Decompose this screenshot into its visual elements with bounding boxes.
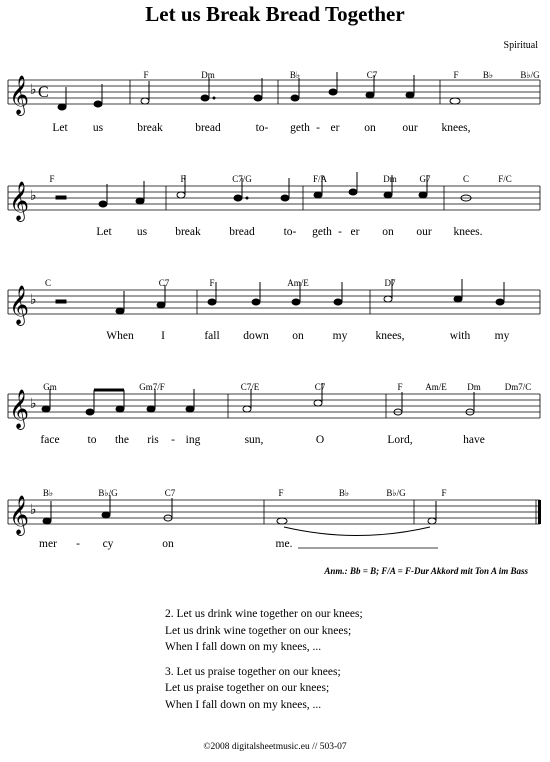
lyric: knees. <box>453 226 483 238</box>
music-system-3 <box>0 272 550 372</box>
chord: F <box>49 174 55 184</box>
chord: B♭ <box>482 70 494 80</box>
chord: B♭/G <box>520 70 540 80</box>
chord: F <box>278 488 284 498</box>
chord: Gm <box>43 382 57 392</box>
lyric: - <box>171 434 175 446</box>
chord: B♭/G <box>386 488 406 498</box>
staff-5 <box>0 482 550 562</box>
lyric: to <box>87 434 97 446</box>
annotation-label: Anm.: <box>324 566 348 576</box>
chord: Dm7/C <box>504 382 532 392</box>
lyric: my <box>494 330 510 342</box>
chord: F <box>209 278 215 288</box>
lyric: break <box>175 226 201 238</box>
lyric: break <box>137 122 163 134</box>
key-flat: ♭ <box>30 83 37 98</box>
lyric: knees, <box>441 122 471 134</box>
lyric: mer <box>39 538 57 550</box>
chord: F <box>453 70 459 80</box>
verse-line: When I fall down on my knees, ... <box>165 698 322 711</box>
verse-line: When I fall down on my knees, ... <box>165 641 322 653</box>
key-flat: ♭ <box>30 503 37 518</box>
staff-1 <box>0 62 550 122</box>
lyric: fall <box>204 330 220 342</box>
chord: C <box>44 278 52 288</box>
lyric: us <box>92 122 104 134</box>
lyric: to- <box>283 226 297 238</box>
chord: Dm <box>467 382 481 392</box>
annotation-text: Bb = B; F/A = F-Dur Akkord mit Ton A im Bass <box>347 566 528 576</box>
treble-clef: 𝄞 <box>9 287 30 324</box>
chord: B♭ <box>338 488 350 498</box>
lyric: with <box>449 330 471 342</box>
treble-clef: 𝄞 <box>9 183 30 220</box>
chord: Gm7/F <box>139 382 165 392</box>
lyric: geth <box>312 226 332 238</box>
lyric: have <box>463 434 485 446</box>
staff-3 <box>0 272 550 332</box>
chord: G7 <box>419 174 431 184</box>
time-signature: C <box>38 84 49 101</box>
treble-clef: 𝄞 <box>9 77 30 114</box>
additional-verses <box>165 606 363 721</box>
chord: F <box>441 488 447 498</box>
treble-clef: 𝄞 <box>9 391 30 428</box>
chord: B♭ <box>42 488 54 498</box>
chord: Am/E <box>287 278 309 288</box>
lyric: down <box>243 330 269 342</box>
chord: Dm <box>201 70 215 80</box>
chord: C <box>462 174 470 184</box>
lyric: on <box>292 330 304 342</box>
verse-line: Let us drink wine together on our knees; <box>165 624 352 637</box>
lyric: geth <box>290 122 310 134</box>
verse-2 <box>165 606 363 656</box>
copyright-footer: ©2008 digitalsheetmusic.eu // 503-07 <box>203 742 347 752</box>
lyric: ris <box>147 434 159 446</box>
verse-line: Let us praise together on our knees; <box>165 682 330 694</box>
chord-annotation <box>324 566 528 576</box>
chord: F <box>397 382 403 392</box>
lyric: face <box>40 434 60 446</box>
lyric: knees, <box>375 330 405 342</box>
chord: F/A <box>312 174 328 184</box>
key-flat: ♭ <box>30 189 37 204</box>
lyric: er <box>350 226 360 238</box>
chord: D7 <box>384 278 396 288</box>
lyric: my <box>332 330 348 342</box>
lyric: to- <box>255 122 269 134</box>
lyric: us <box>136 226 148 238</box>
music-system-1 <box>0 62 550 162</box>
lyric: our <box>402 122 418 134</box>
lyric: bread <box>229 226 255 238</box>
key-flat: ♭ <box>30 293 37 308</box>
lyric: - <box>316 122 320 134</box>
lyric: on <box>382 226 394 238</box>
chord: F <box>180 174 186 184</box>
verse-line: 2. Let us drink wine together on our knees; <box>165 608 363 620</box>
lyric: Lord, <box>387 434 413 446</box>
chord: Am/E <box>425 382 447 392</box>
chord: B♭/G <box>98 488 118 498</box>
composer-credit: Spiritual <box>503 40 538 51</box>
lyric: ing <box>185 434 201 446</box>
lyric: O <box>315 434 325 446</box>
lyric: on <box>162 538 174 550</box>
song-title: Let us Break Bread Together <box>145 2 405 26</box>
music-system-2 <box>0 168 550 268</box>
treble-clef: 𝄞 <box>9 497 30 534</box>
lyric: me. <box>275 538 293 550</box>
chord: C7 <box>158 278 170 288</box>
music-system-4 <box>0 376 550 476</box>
final-barline <box>538 500 541 524</box>
lyric: er <box>330 122 340 134</box>
chord: F <box>143 70 149 80</box>
chord: C7/E <box>240 382 260 392</box>
verse-3 <box>165 664 363 714</box>
lyric: I <box>161 330 165 342</box>
lyric: - <box>76 538 80 550</box>
lyric: cy <box>102 538 114 550</box>
lyric: sun, <box>244 434 264 446</box>
lyric: on <box>364 122 376 134</box>
chord: C7 <box>366 70 378 80</box>
lyric: - <box>338 226 342 238</box>
verse-line: 3. Let us praise together on our knees; <box>165 665 341 678</box>
chord: B♭ <box>289 70 301 80</box>
chord: F/C <box>498 174 512 184</box>
chord: C7 <box>164 488 176 498</box>
chord: Dm <box>383 174 397 184</box>
lyric: When <box>106 330 134 342</box>
lyric: our <box>416 226 432 238</box>
chord: C7/G <box>232 174 252 184</box>
lyric: Let <box>96 226 112 238</box>
key-flat: ♭ <box>30 397 37 412</box>
lyric: bread <box>195 122 221 134</box>
lyric: Let <box>52 122 68 134</box>
lyric: the <box>114 434 130 446</box>
chord: C7 <box>314 382 326 392</box>
